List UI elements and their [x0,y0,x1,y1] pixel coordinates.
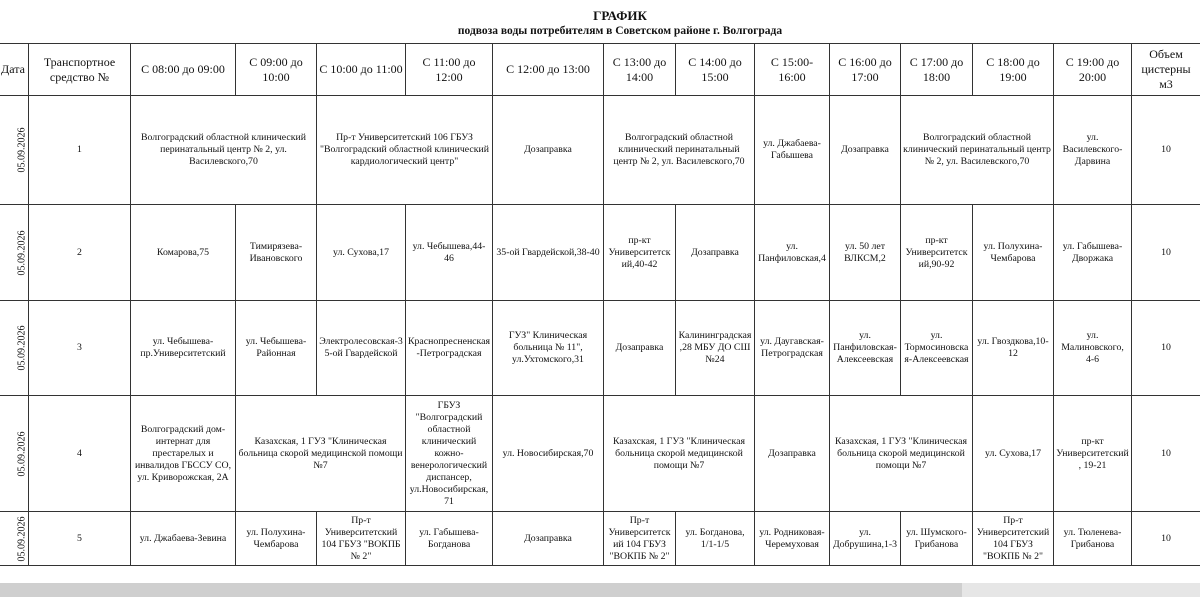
vehicle-number: 5 [29,512,131,566]
document-title: ГРАФИК [593,8,647,23]
schedule-cell: ГБУЗ "Волгоградский областной клинический кожно-венерологический диспансер, ул.Новосибирская,71 [406,396,493,512]
schedule-cell: ул. Даугавская-Петроградская [755,301,830,396]
schedule-cell: Пр-т Университетский 104 ГБУЗ "ВОКПБ № 2" [317,512,406,566]
schedule-table [0,43,1200,566]
schedule-cell: Казахская, 1 ГУЗ "Клиническая больница скорой медицинской помощи №7 [604,396,755,512]
schedule-cell: ул. Габышева-Дворжака [1054,205,1132,301]
date-cell: 05.09.2026 [0,205,29,301]
schedule-cell: ул. Джабаева-Габышева [755,96,830,205]
schedule-cell: Пр-т Университетский 104 ГБУЗ "ВОКПБ № 2" [973,512,1054,566]
schedule-cell: Калининградская,28 МБУ ДО СШ №24 [676,301,755,396]
schedule-cell: ул. Тормосиновская-Алексеевская [901,301,973,396]
vehicle-number: 4 [29,396,131,512]
schedule-cell: Тимирязева-Ивановского [236,205,317,301]
document-subtitle: подвоза воды потребителям в Советском районе г. Волгограда [457,25,783,37]
volume-cell: 10 [1132,512,1200,566]
header-slot-09: С 09:00 до 10:00 [236,44,317,96]
table-row [0,301,1200,396]
schedule-cell: ул. Панфиловская-Алексеевская [830,301,901,396]
volume-cell: 10 [1132,396,1200,512]
header-row [0,44,1200,96]
schedule-cell: пр-кт Университетский,40-42 [604,205,676,301]
schedule-cell: ГУЗ" Клиническая больница № 11", ул.Ухтомского,31 [493,301,604,396]
schedule-cell: Дозаправка [676,205,755,301]
schedule-cell: Дозаправка [493,96,604,205]
schedule-cell: ул. Василевского-Дарвина [1054,96,1132,205]
schedule-cell: Пр-т Университетский 104 ГБУЗ "ВОКПБ № 2" [604,512,676,566]
schedule-cell: Дозаправка [493,512,604,566]
schedule-cell: Комарова,75 [131,205,236,301]
schedule-cell: Казахская, 1 ГУЗ "Клиническая больница скорой медицинской помощи №7 [236,396,406,512]
schedule-cell: Пр-т Университетский 106 ГБУЗ "Волгоградский областной клинический кардиологический центр" [317,96,493,205]
header-slot-13: С 13:00 до 14:00 [604,44,676,96]
header-slot-17: С 17:00 до 18:00 [901,44,973,96]
vehicle-number: 1 [29,96,131,205]
header-date: Дата [0,44,29,96]
date-cell: 05.09.2026 [0,396,29,512]
schedule-cell: Дозаправка [604,301,676,396]
volume-cell: 10 [1132,96,1200,205]
schedule-cell: ул. Добрушина,1-3 [830,512,901,566]
table-row [0,205,1200,301]
vehicle-number: 3 [29,301,131,396]
schedule-cell: ул. Габышева-Богданова [406,512,493,566]
date-cell: 05.09.2026 [0,512,29,566]
header-slot-14: С 14:00 до 15:00 [676,44,755,96]
header-transport: Транспортное средство № [29,44,131,96]
schedule-cell: ул. 50 лет ВЛКСМ,2 [830,205,901,301]
date-cell: 05.09.2026 [0,96,29,205]
schedule-cell: ул. Новосибирская,70 [493,396,604,512]
schedule-cell: пр-кт Университетский,90-92 [901,205,973,301]
schedule-cell: ул. Полухина-Чембарова [973,205,1054,301]
header-slot-12: С 12:00 до 13:00 [493,44,604,96]
schedule-cell: 35-ой Гвардейской,38-40 [493,205,604,301]
vehicle-number: 2 [29,205,131,301]
document-header [0,8,1200,39]
schedule-cell: ул. Сухова,17 [317,205,406,301]
schedule-cell: ул. Богданова, 1/1-1/5 [676,512,755,566]
schedule-cell: ул. Полухина-Чембарова [236,512,317,566]
header-slot-08: С 08:00 до 09:00 [131,44,236,96]
table-row [0,396,1200,512]
schedule-cell: ул. Чебышева,44-46 [406,205,493,301]
schedule-cell: Казахская, 1 ГУЗ "Клиническая больница скорой медицинской помощи №7 [830,396,973,512]
schedule-cell: ул. Тюленева-Грибанова [1054,512,1132,566]
schedule-cell: ул. Гвоздкова,10-12 [973,301,1054,396]
schedule-cell: ул. Родниковая-Черемуховая [755,512,830,566]
schedule-cell: ул. Малиновского, 4-6 [1054,301,1132,396]
schedule-cell: ул. Чебышева-пр.Университетский [131,301,236,396]
schedule-cell: Волгоградский областной клинический перинатальный центр № 2, ул. Василевского,70 [901,96,1054,205]
header-slot-10: С 10:00 до 11:00 [317,44,406,96]
scrollbar-thumb[interactable] [0,583,962,597]
schedule-cell: Краснопресненская-Петроградская [406,301,493,396]
header-slot-16: С 16:00 до 17:00 [830,44,901,96]
table-row [0,96,1200,205]
header-slot-15: С 15:00- 16:00 [755,44,830,96]
header-volume: Объем цистерны м3 [1132,44,1200,96]
table-row [0,512,1200,566]
schedule-cell: Волгоградский дом-интернат для престарелых и инвалидов ГБССУ СО, ул. Криворожская, 2А [131,396,236,512]
date-cell: 05.09.2026 [0,301,29,396]
header-slot-18: С 18:00 до 19:00 [973,44,1054,96]
volume-cell: 10 [1132,301,1200,396]
schedule-cell: Электролесовская-35-ой Гвардейской [317,301,406,396]
volume-cell: 10 [1132,205,1200,301]
schedule-cell: пр-кт Университетский, 19-21 [1054,396,1132,512]
schedule-cell: ул. Панфиловская,4 [755,205,830,301]
schedule-cell: Волгоградский областной клинический перинатальный центр № 2, ул. Василевского,70 [604,96,755,205]
schedule-cell: ул. Чебышева-Районная [236,301,317,396]
horizontal-scrollbar[interactable] [0,583,1200,597]
schedule-cell: Волгоградский областной клинический перинатальный центр № 2, ул. Василевского,70 [131,96,317,205]
schedule-cell: ул. Сухова,17 [973,396,1054,512]
schedule-cell: ул. Джабаева-Зевина [131,512,236,566]
schedule-cell: Дозаправка [755,396,830,512]
header-slot-11: С 11:00 до 12:00 [406,44,493,96]
header-slot-19: С 19:00 до 20:00 [1054,44,1132,96]
schedule-cell: Дозаправка [830,96,901,205]
schedule-cell: ул. Шумского-Грибанова [901,512,973,566]
